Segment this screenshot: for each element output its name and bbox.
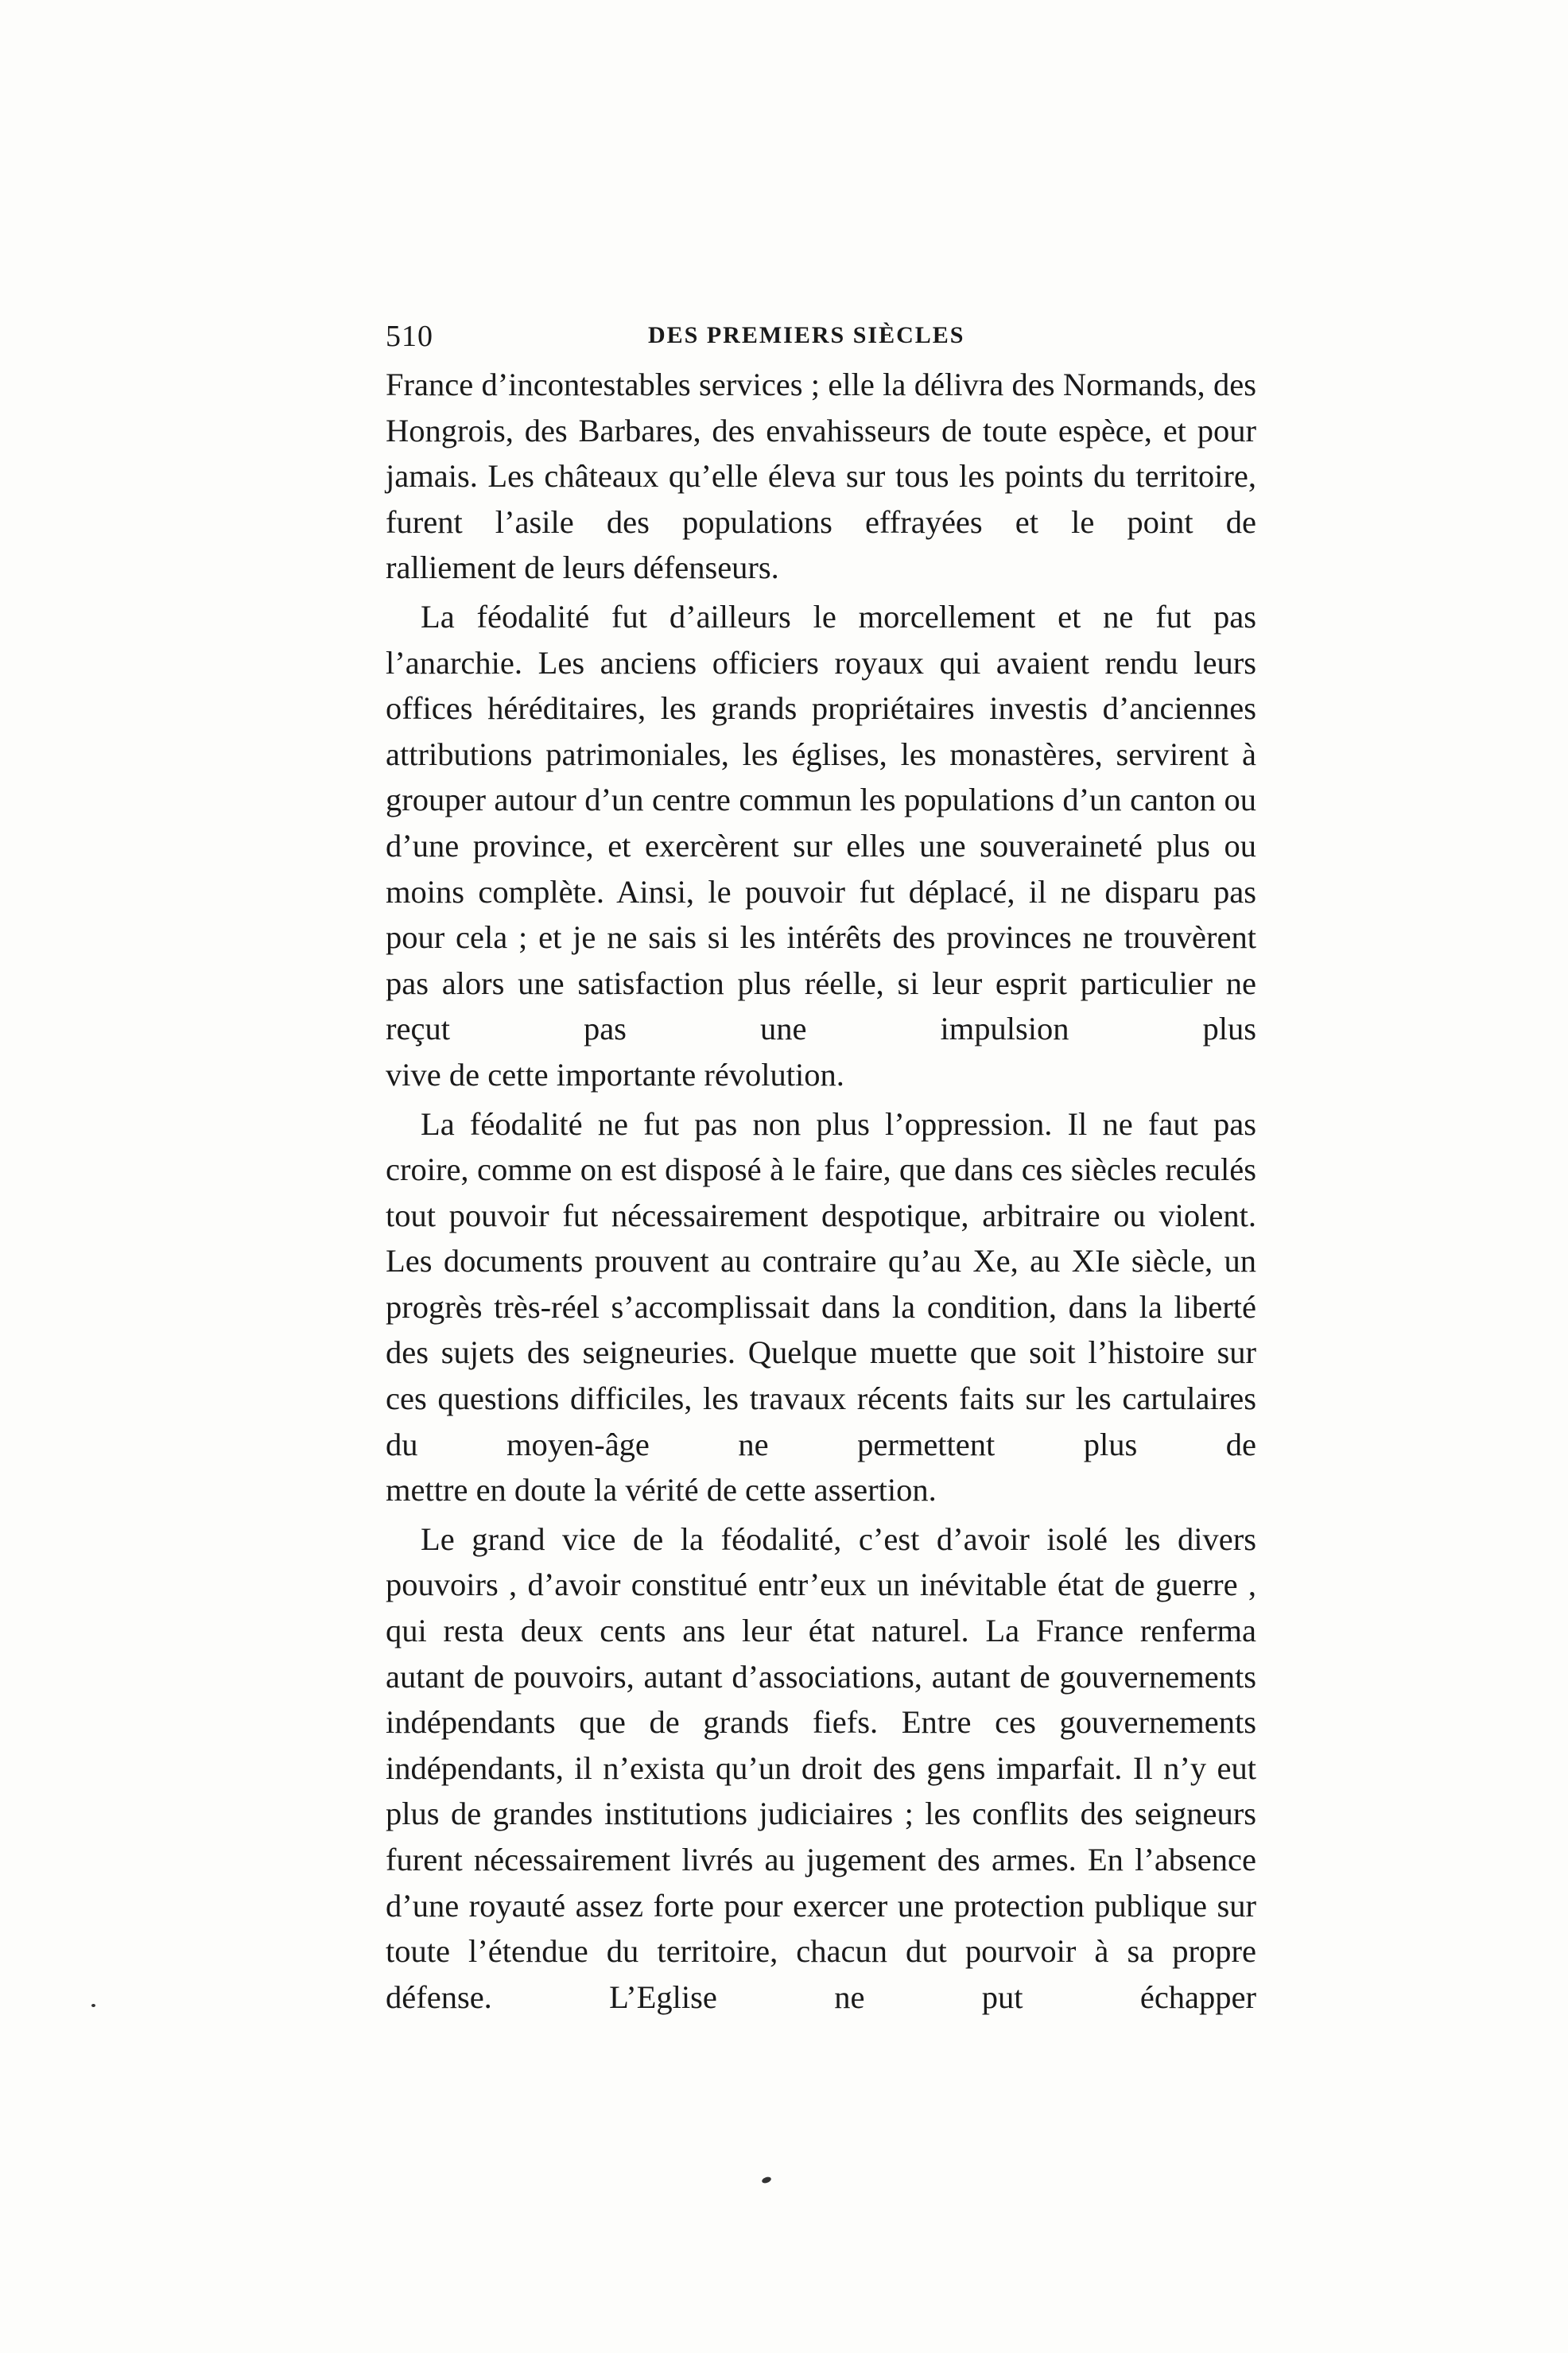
paragraph-4 [386, 1516, 1256, 2021]
paragraph-2 [386, 594, 1256, 1098]
paragraph-3-last-line: mettre en doute la vérité de cette assertion. [386, 1472, 937, 1508]
paragraph-1 [386, 362, 1256, 591]
paragraph-1-last-line: ralliement de leurs défenseurs. [386, 549, 779, 586]
paragraph-4-body: Le grand vice de la féodalité, c’est d’avoir isolé les divers pouvoirs , d’avoir constitué entr’eux un inévitable état de guerre , qui resta deux cents ans leur état naturel. La France renferma autant de pouvoirs, autant d’associations, autant de gouvernements indépendants que de grands fiefs. Entre ces gouvernements indépendants, il n’exista qu’un droit des gens imparfait. Il n’y eut plus de grandes institutions judiciaires ; les conflits des seigneurs furent nécessairement livrés au jugement des armes. En l’absence d’une royauté assez forte pour exercer une protection publique sur toute l’étendue du territoire, chacun dut pourvoir à sa propre défense. L’Eglise ne put échapper [386, 1520, 1256, 2015]
running-title: DES PREMIERS SIÈCLES [648, 322, 965, 348]
text-block [386, 314, 1256, 2020]
ink-speck [761, 2176, 772, 2184]
paragraph-3 [386, 1101, 1256, 1513]
paragraph-3-body: La féodalité ne fut pas non plus l’oppression. Il ne faut pas croire, comme on est disposé à le faire, que dans ces siècles reculés tout pouvoir fut nécessairement despotique, arbitraire ou violent. Les documents prouvent au contraire qu’au Xe, au XIe siècle, un progrès très-réel s’accomplissait dans la condition, dans la liberté des sujets des seigneuries. Quelque muette que soit l’histoire sur ces questions difficiles, les travaux récents faits sur les cartulaires du moyen-âge ne permettent plus de [386, 1105, 1256, 1462]
paragraph-2-last-line: vive de cette importante révolution. [386, 1056, 844, 1093]
running-head [386, 314, 1256, 362]
paragraph-2-body: La féodalité fut d’ailleurs le morcellement et ne fut pas l’anarchie. Les anciens officiers royaux qui avaient rendu leurs offices héréditaires, les grands propriétaires investis d’anciennes attributions patrimoniales, les églises, les monastères, servirent à grouper autour d’un centre commun les populations d’un canton ou d’une province, et exercèrent sur elles une souveraineté plus ou moins complète. Ainsi, le pouvoir fut déplacé, il ne disparu pas pour cela ; et je ne sais si les intérêts des provinces ne trouvèrent pas alors une satisfaction plus réelle, si leur esprit particulier ne reçut pas une impulsion plus [386, 598, 1256, 1047]
paragraph-1-body: France d’incontestables services ; elle la délivra des Normands, des Hongrois, des Barbares, des envahisseurs de toute espèce, et pour jamais. Les châteaux qu’elle éleva sur tous les points du territoire, furent l’asile des populations effrayées et le point de [386, 367, 1256, 540]
page-number: 510 [386, 320, 433, 353]
ink-speck [91, 2004, 95, 2007]
